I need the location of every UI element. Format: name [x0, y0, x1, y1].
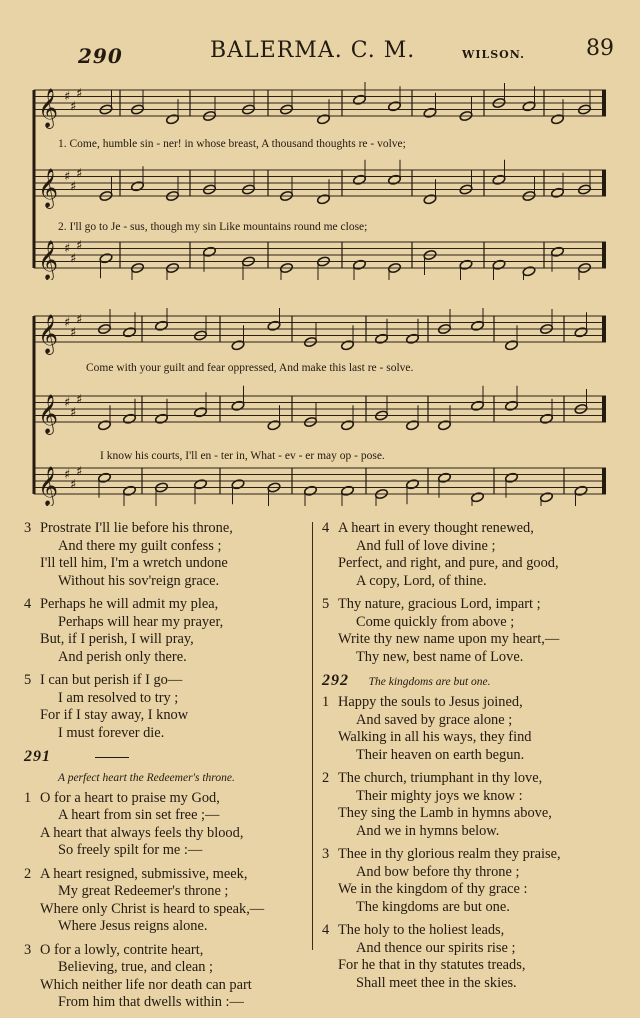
verse-number: 3: [24, 941, 32, 958]
verse: [24, 942, 306, 1012]
note-head: [505, 340, 519, 351]
note-head: [540, 413, 554, 424]
verse-text: I can but perish if I go—: [40, 672, 183, 688]
composer-name: WILSON.: [462, 48, 525, 61]
verse-number: 5: [24, 672, 32, 688]
heading-rule: [95, 757, 129, 758]
verse-text: And saved by grace alone ;: [356, 711, 513, 728]
verse-text: We in the kingdom of thy grace :: [338, 881, 528, 897]
note-head: [574, 327, 588, 338]
final-bar: [602, 90, 606, 116]
verse-line: [322, 846, 612, 864]
verse: [24, 520, 306, 590]
note-head: [406, 420, 420, 431]
clef-icon: 𝄞: [38, 466, 59, 506]
note-head: [99, 253, 113, 264]
verse-line: [322, 649, 612, 667]
verse-line: [24, 918, 306, 936]
sharp-icon: ♯: [70, 477, 77, 493]
sharp-icon: ♯: [64, 169, 71, 185]
staff-notation-1: [24, 82, 610, 280]
verse-line: [322, 747, 612, 765]
note-head: [388, 174, 402, 185]
verse-number: 5: [322, 596, 330, 612]
lyrics-verse-2: 2. I'll go to Je - sus, though my sin Like mountains round me close;: [58, 221, 368, 233]
final-bar: [602, 170, 606, 196]
note-head: [194, 407, 208, 418]
verse-text: They sing the Lamb in hymns above,: [338, 805, 552, 821]
verse-line: [24, 825, 306, 843]
note-head: [551, 246, 565, 257]
note-head: [423, 194, 437, 205]
note-head: [231, 479, 245, 490]
verse-text: Come quickly from above ;: [356, 613, 515, 630]
staff-notation-2: [24, 308, 610, 506]
verse-line: [322, 520, 612, 538]
verse-line: [24, 959, 306, 977]
sharp-icon: ♯: [76, 166, 83, 182]
page-number: 89: [586, 36, 614, 61]
note-head: [98, 420, 112, 431]
note-head: [304, 485, 318, 496]
verse-line: [24, 649, 306, 667]
clef-icon: 𝄞: [38, 240, 59, 280]
note-head: [551, 114, 565, 125]
verse-line: [24, 807, 306, 825]
verse-text: Thy new, best name of Love.: [356, 648, 524, 665]
verse-line: [24, 977, 306, 995]
note-head: [540, 492, 554, 503]
verse-text: The kingdoms are but one.: [356, 898, 510, 915]
verse-text: So freely spilt for me :—: [58, 842, 203, 858]
verse-text: Their heaven on earth begun.: [356, 746, 525, 763]
verse-line: [322, 614, 612, 632]
note-head: [341, 340, 355, 351]
verse-text: The church, triumphant in thy love,: [338, 770, 543, 786]
verse-text: And perish only there.: [58, 648, 187, 665]
verse-line: [24, 555, 306, 573]
hymn-291-heading: [24, 748, 306, 770]
music-system-2: [24, 308, 610, 506]
verse: [322, 922, 612, 992]
hymn-290-verses: [24, 520, 306, 742]
sharp-icon: ♯: [70, 251, 77, 267]
verse-text: Perhaps he will admit my plea,: [40, 596, 219, 612]
final-bar: [602, 396, 606, 422]
verse-line: [322, 573, 612, 591]
final-bar: [602, 468, 606, 494]
verse-line: [24, 672, 306, 690]
tune-title: BALERMA. C. M.: [210, 38, 416, 63]
verse: [322, 694, 612, 764]
sharp-icon: ♯: [76, 238, 83, 254]
note-head: [267, 420, 281, 431]
hymn-292-subtitle: The kingdoms are but one.: [368, 676, 491, 688]
verse-line: [322, 694, 612, 712]
sharp-icon: ♯: [76, 392, 83, 408]
note-head: [353, 259, 367, 270]
verse-text: I'll tell him, I'm a wretch undone: [40, 555, 228, 571]
final-bar: [602, 242, 606, 268]
verse-text: A heart that always feels thy blood,: [40, 824, 244, 841]
note-head: [471, 320, 485, 331]
verse-line: [322, 788, 612, 806]
verse-line: [24, 707, 306, 725]
lyrics-verse-2: I know his courts, I'll en - ter in, What - ev - er may op - pose.: [100, 450, 385, 462]
note-head: [123, 327, 137, 338]
note-head: [131, 181, 145, 192]
note-head: [423, 107, 437, 118]
verse-line: [322, 596, 612, 614]
clef-icon: 𝄞: [38, 314, 59, 354]
note-head: [406, 479, 420, 490]
verse-text: A heart resigned, submissive, meek,: [40, 865, 248, 882]
verse-line: [322, 555, 612, 573]
clef-icon: 𝄞: [38, 394, 59, 434]
hymn-292-heading: [322, 672, 612, 694]
verse-line: [322, 538, 612, 556]
verse-line: [322, 899, 612, 917]
verse-line: [322, 881, 612, 899]
note-head: [471, 400, 485, 411]
note-head: [203, 246, 217, 257]
verse-text: A heart in every thought renewed,: [338, 520, 534, 536]
verse-number: 1: [24, 789, 32, 806]
verse-text: Walking in all his ways, they find: [338, 729, 532, 745]
sharp-icon: ♯: [70, 325, 77, 341]
note-head: [341, 485, 355, 496]
verse-text: For he that in thy statutes treads,: [338, 957, 526, 973]
verse-text: Thy nature, gracious Lord, impart ;: [338, 596, 541, 612]
verse: [322, 596, 612, 666]
note-head: [522, 266, 536, 277]
note-head: [492, 259, 506, 270]
verse: [24, 672, 306, 742]
music-system-1: [24, 82, 610, 280]
note-head: [231, 340, 245, 351]
verse-line: [24, 725, 306, 743]
sharp-icon: ♯: [76, 312, 83, 328]
sharp-icon: ♯: [76, 464, 83, 480]
verse-line: [24, 538, 306, 556]
hymn-292-verses: [322, 694, 612, 992]
sharp-icon: ♯: [70, 179, 77, 195]
verse-text: O for a lowly, contrite heart,: [40, 941, 204, 958]
verse-line: [24, 994, 306, 1012]
note-head: [98, 472, 112, 483]
note-head: [406, 333, 420, 344]
verse-line: [322, 975, 612, 993]
verse-text: Without his sov'reign grace.: [58, 572, 220, 589]
sharp-icon: ♯: [70, 99, 77, 115]
verse-number: 1: [322, 694, 330, 710]
note-head: [505, 400, 519, 411]
hymn-291-verses-right: [322, 520, 612, 666]
verse-text: But, if I perish, I will pray,: [40, 631, 194, 647]
verse-text: And full of love divine ;: [356, 537, 496, 554]
verse-line: [322, 770, 612, 788]
verse-number: 3: [322, 846, 330, 862]
note-head: [438, 420, 452, 431]
verse-line: [322, 729, 612, 747]
verse-line: [24, 573, 306, 591]
verse-text: Prostrate I'll lie before his throne,: [40, 520, 233, 536]
verse-text: From him that dwells within :—: [58, 994, 244, 1010]
note-head: [438, 472, 452, 483]
verse-line: [322, 922, 612, 940]
note-head: [505, 472, 519, 483]
note-head: [353, 174, 367, 185]
note-head: [166, 114, 180, 125]
verse-line: [322, 940, 612, 958]
verse-text: Which neither life nor death can part: [40, 976, 252, 993]
left-column: [24, 520, 306, 1018]
verse: [322, 770, 612, 840]
verse-line: [322, 823, 612, 841]
verse-number: 2: [24, 865, 32, 882]
verse-text: Write thy new name upon my heart,—: [338, 631, 560, 647]
verse-line: [24, 942, 306, 960]
sharp-icon: ♯: [64, 241, 71, 257]
note-head: [267, 320, 281, 331]
verse-line: [24, 866, 306, 884]
sharp-icon: ♯: [76, 86, 83, 102]
verse-line: [24, 842, 306, 860]
right-column: [322, 520, 612, 998]
hymn-292-number: 292: [322, 672, 349, 689]
note-head: [123, 413, 137, 424]
hymn-291-verses-left: [24, 790, 306, 1012]
note-head: [375, 333, 389, 344]
lyrics-verse-1: 1. Come, humble sin - ner! in whose breast, A thousand thoughts re - volve;: [58, 138, 406, 150]
verse-line: [24, 596, 306, 614]
verse-text: Where only Christ is heard to speak,—: [40, 900, 265, 917]
verse-text: O for a heart to praise my God,: [40, 789, 220, 806]
column-divider: [312, 522, 313, 950]
note-head: [231, 400, 245, 411]
verse-number: 4: [322, 922, 330, 938]
verse-text: Their mighty joys we know :: [356, 787, 523, 804]
verse-text: Perhaps will hear my prayer,: [58, 613, 224, 630]
verse-text: A heart from sin set free ;—: [58, 807, 220, 823]
verse-text: A copy, Lord, of thine.: [356, 572, 487, 589]
verse-text: The holy to the holiest leads,: [338, 922, 505, 938]
note-head: [471, 492, 485, 503]
verse-text: For if I stay away, I know: [40, 707, 189, 723]
verse-text: Happy the souls to Jesus joined,: [338, 694, 523, 710]
sharp-icon: ♯: [64, 89, 71, 105]
clef-icon: 𝄞: [38, 168, 59, 208]
lyrics-verse-1: Come with your guilt and fear oppressed, And make this last re - solve.: [86, 362, 414, 374]
sharp-icon: ♯: [64, 395, 71, 411]
verse-number: 4: [24, 596, 32, 612]
clef-icon: 𝄞: [38, 88, 59, 128]
verse-text: Thee in thy glorious realm they praise,: [338, 846, 561, 862]
hymn-291-number: 291: [24, 748, 51, 765]
note-head: [388, 101, 402, 112]
verse: [24, 790, 306, 860]
page-header: [0, 32, 640, 72]
verse-line: [322, 805, 612, 823]
verse: [24, 596, 306, 666]
verse: [322, 846, 612, 916]
verse-text: Perfect, and right, and pure, and good,: [338, 555, 559, 571]
verse-text: And we in hymns below.: [356, 822, 500, 839]
verse-text: I am resolved to try ;: [58, 689, 179, 706]
verse-text: And thence our spirits rise ;: [356, 939, 516, 956]
verse-text: My great Redeemer's throne ;: [58, 883, 229, 899]
verse-number: 2: [322, 770, 330, 786]
verse-line: [24, 790, 306, 808]
verse-line: [322, 957, 612, 975]
verse-text: And there my guilt confess ;: [58, 537, 222, 554]
verse: [24, 866, 306, 936]
note-head: [155, 413, 169, 424]
note-head: [492, 174, 506, 185]
hymn-number: 290: [78, 44, 123, 68]
verse-line: [322, 631, 612, 649]
verse-number: 4: [322, 520, 330, 536]
sharp-icon: ♯: [70, 405, 77, 421]
note-head: [551, 187, 565, 198]
note-head: [317, 194, 331, 205]
verse-line: [322, 712, 612, 730]
hymn-291-subtitle: A perfect heart the Redeemer's throne.: [58, 772, 235, 784]
verse-line: [24, 614, 306, 632]
verse-text: Believing, true, and clean ;: [58, 959, 214, 975]
note-head: [459, 259, 473, 270]
verse-line: [24, 883, 306, 901]
note-head: [194, 479, 208, 490]
note-head: [123, 485, 137, 496]
verse: [322, 520, 612, 590]
final-bar: [602, 316, 606, 342]
verse-text: And bow before thy throne ;: [356, 863, 520, 880]
verse-text: I must forever die.: [58, 724, 165, 741]
verse-text: Where Jesus reigns alone.: [58, 918, 208, 934]
verse-line: [24, 631, 306, 649]
note-head: [155, 320, 169, 331]
sharp-icon: ♯: [64, 467, 71, 483]
verse-line: [24, 690, 306, 708]
note-head: [341, 420, 355, 431]
note-head: [574, 485, 588, 496]
note-head: [522, 101, 536, 112]
verse-number: 3: [24, 520, 32, 536]
sharp-icon: ♯: [64, 315, 71, 331]
note-head: [317, 114, 331, 125]
verse-line: [322, 864, 612, 882]
verse-line: [24, 901, 306, 919]
verse-text: Shall meet thee in the skies.: [356, 974, 517, 991]
note-head: [353, 94, 367, 105]
verse-line: [24, 520, 306, 538]
